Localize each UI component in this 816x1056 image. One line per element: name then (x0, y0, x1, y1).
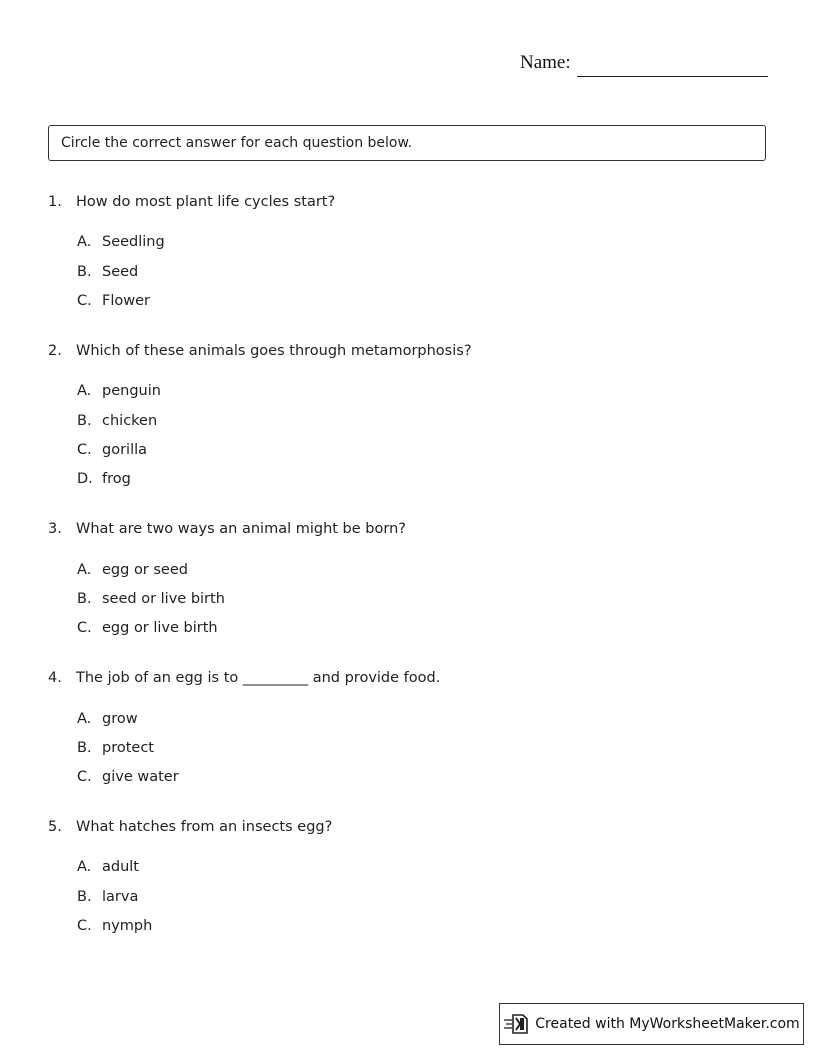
option-letter: B. (77, 889, 92, 905)
option-text: Seed (102, 264, 139, 280)
option-text: egg or seed (102, 562, 188, 578)
question-text: Which of these animals goes through metamorphosis? (76, 343, 472, 359)
option-letter: B. (77, 413, 92, 429)
option-text: frog (102, 471, 131, 487)
option-text: adult (102, 859, 139, 875)
option-text: Seedling (102, 234, 165, 250)
option-text: seed or live birth (102, 591, 225, 607)
option-text: chicken (102, 413, 158, 429)
option-text: nymph (102, 918, 153, 934)
option-text: egg or live birth (102, 620, 218, 636)
option-letter: A. (77, 859, 92, 875)
option-letter: C. (77, 620, 92, 636)
option-letter: A. (77, 711, 92, 727)
footer-text: Created with MyWorksheetMaker.com (535, 1016, 800, 1032)
question-number: 2. (48, 343, 62, 359)
question-number: 5. (48, 819, 62, 835)
question-number: 3. (48, 521, 62, 537)
option-text: protect (102, 740, 154, 756)
question-text: What hatches from an insects egg? (76, 819, 333, 835)
option-letter: D. (77, 471, 93, 487)
option-text: gorilla (102, 442, 148, 458)
option-letter: B. (77, 264, 92, 280)
option-text: larva (102, 889, 139, 905)
option-letter: A. (77, 562, 92, 578)
option-letter: B. (77, 591, 92, 607)
question-text: What are two ways an animal might be born? (76, 521, 406, 537)
option-text: grow (102, 711, 138, 727)
question-text: How do most plant life cycles start? (76, 194, 336, 210)
option-text: give water (102, 769, 179, 785)
option-letter: C. (77, 769, 92, 785)
option-letter: C. (77, 293, 92, 309)
option-letter: C. (77, 918, 92, 934)
question-number: 4. (48, 670, 62, 686)
footer-badge[interactable] (499, 1003, 804, 1045)
name-line[interactable] (577, 76, 768, 77)
question-text: The job of an egg is to _________ and provide food. (76, 670, 441, 686)
name-label: Name: (520, 52, 571, 73)
worksheet-logo-icon (503, 1013, 529, 1035)
question-number: 1. (48, 194, 62, 210)
option-letter: B. (77, 740, 92, 756)
option-letter: A. (77, 234, 92, 250)
option-text: Flower (102, 293, 150, 309)
option-text: penguin (102, 383, 161, 399)
option-letter: A. (77, 383, 92, 399)
instructions-box: Circle the correct answer for each question below. (48, 125, 766, 161)
option-letter: C. (77, 442, 92, 458)
